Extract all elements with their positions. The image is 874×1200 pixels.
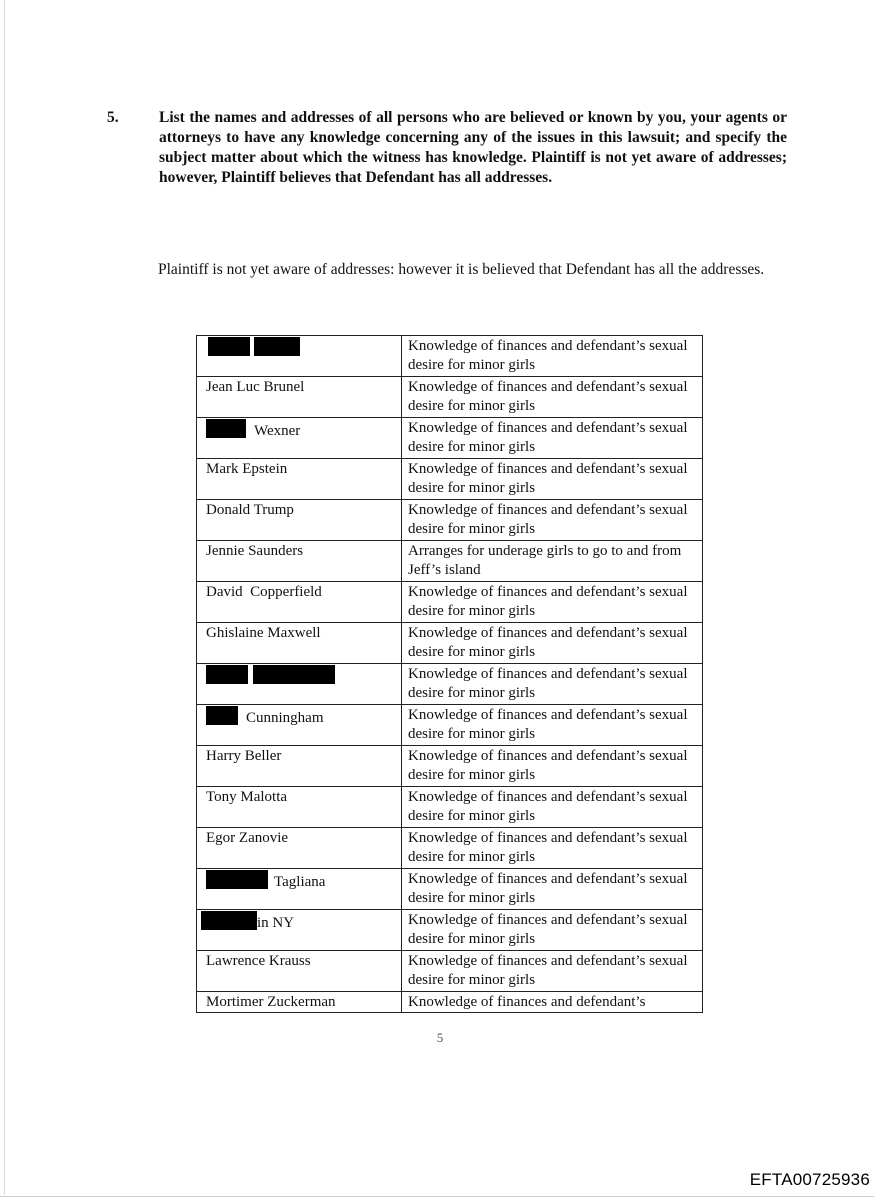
knowledge-cell: Knowledge of finances and defendant’s sexual desire for minor girls: [402, 828, 703, 869]
witness-name-cell: Jean Luc Brunel: [197, 377, 402, 418]
redaction-block: [206, 665, 248, 684]
answer-paragraph: Plaintiff is not yet aware of addresses: however it is believed that Defendant has all the addresses.: [158, 261, 765, 278]
page-left-edge: [4, 0, 5, 1195]
witness-name: Wexner: [254, 423, 301, 439]
knowledge-cell: Knowledge of finances and defendant’s sexual desire for minor girls: [402, 910, 703, 951]
bates-number: EFTA00725936: [749, 1170, 870, 1189]
redaction-block: [201, 911, 257, 930]
knowledge-cell: Knowledge of finances and defendant’s sexual desire for minor girls: [402, 418, 703, 459]
witness-name-cell: [197, 664, 402, 705]
table-row: [197, 787, 703, 828]
interrogatory-question: [107, 108, 787, 188]
witness-name-cell: Mortimer Zuckerman: [197, 992, 402, 1013]
witness-name-cell: [197, 869, 402, 910]
question-text: List the names and addresses of all persons who are believed or known by you, your agents or attorneys to have any knowledge concerning any of the issues in this lawsuit; and specify the subject matter about which the witness has knowledge. Plaintiff is not yet aware of addresses; however, Plaintiff believes that Defendant has all addresses.: [159, 109, 787, 186]
question-number: 5.: [107, 109, 119, 126]
knowledge-cell: Knowledge of finances and defendant’s sexual desire for minor girls: [402, 746, 703, 787]
redaction-block: [253, 665, 335, 684]
table-row: [197, 992, 703, 1013]
witness-name: in NY: [257, 915, 295, 931]
knowledge-cell: Knowledge of finances and defendant’s: [402, 992, 703, 1013]
table-row: [197, 910, 703, 951]
table-row: [197, 377, 703, 418]
witness-name-cell: [197, 418, 402, 459]
witness-name-cell: Lawrence Krauss: [197, 951, 402, 992]
table-row: [197, 336, 703, 377]
witness-table: [196, 335, 703, 1013]
knowledge-cell: Knowledge of finances and defendant’s sexual desire for minor girls: [402, 582, 703, 623]
witness-name-cell: Donald Trump: [197, 500, 402, 541]
knowledge-cell: Knowledge of finances and defendant’s sexual desire for minor girls: [402, 869, 703, 910]
table-row: [197, 623, 703, 664]
knowledge-cell: Arranges for underage girls to go to and from Jeff’s island: [402, 541, 703, 582]
table-row: [197, 951, 703, 992]
knowledge-cell: Knowledge of finances and defendant’s sexual desire for minor girls: [402, 787, 703, 828]
page-bottom-edge: [0, 1196, 874, 1197]
witness-name-cell: Mark Epstein: [197, 459, 402, 500]
table-row: [197, 869, 703, 910]
page-number: 5: [436, 1030, 444, 1045]
table-row: [197, 582, 703, 623]
table-row: [197, 541, 703, 582]
table-row: [197, 664, 703, 705]
knowledge-cell: Knowledge of finances and defendant’s sexual desire for minor girls: [402, 664, 703, 705]
redaction-block: [206, 870, 268, 889]
table-row: [197, 828, 703, 869]
redaction-block: [254, 337, 300, 356]
knowledge-cell: Knowledge of finances and defendant’s sexual desire for minor girls: [402, 951, 703, 992]
witness-name-cell: [197, 910, 402, 951]
witness-name-cell: Ghislaine Maxwell: [197, 623, 402, 664]
redaction-block: [206, 419, 246, 438]
witness-name-cell: Jennie Saunders: [197, 541, 402, 582]
witness-name: Cunningham: [246, 710, 324, 726]
knowledge-cell: Knowledge of finances and defendant’s sexual desire for minor girls: [402, 623, 703, 664]
knowledge-cell: Knowledge of finances and defendant’s sexual desire for minor girls: [402, 705, 703, 746]
table-row: [197, 500, 703, 541]
witness-name-cell: David Copperfield: [197, 582, 402, 623]
table-row: [197, 418, 703, 459]
knowledge-cell: Knowledge of finances and defendant’s sexual desire for minor girls: [402, 459, 703, 500]
witness-name-cell: Egor Zanovie: [197, 828, 402, 869]
knowledge-cell: Knowledge of finances and defendant’s sexual desire for minor girls: [402, 336, 703, 377]
witness-name-cell: [197, 705, 402, 746]
knowledge-cell: Knowledge of finances and defendant’s sexual desire for minor girls: [402, 500, 703, 541]
witness-name-cell: Tony Malotta: [197, 787, 402, 828]
table-row: [197, 746, 703, 787]
table-row: [197, 459, 703, 500]
witness-name-cell: [197, 336, 402, 377]
witness-name-cell: Harry Beller: [197, 746, 402, 787]
redaction-block: [208, 337, 250, 356]
redaction-block: [206, 706, 238, 725]
witness-name: Tagliana: [274, 874, 326, 890]
table-row: [197, 705, 703, 746]
knowledge-cell: Knowledge of finances and defendant’s sexual desire for minor girls: [402, 377, 703, 418]
